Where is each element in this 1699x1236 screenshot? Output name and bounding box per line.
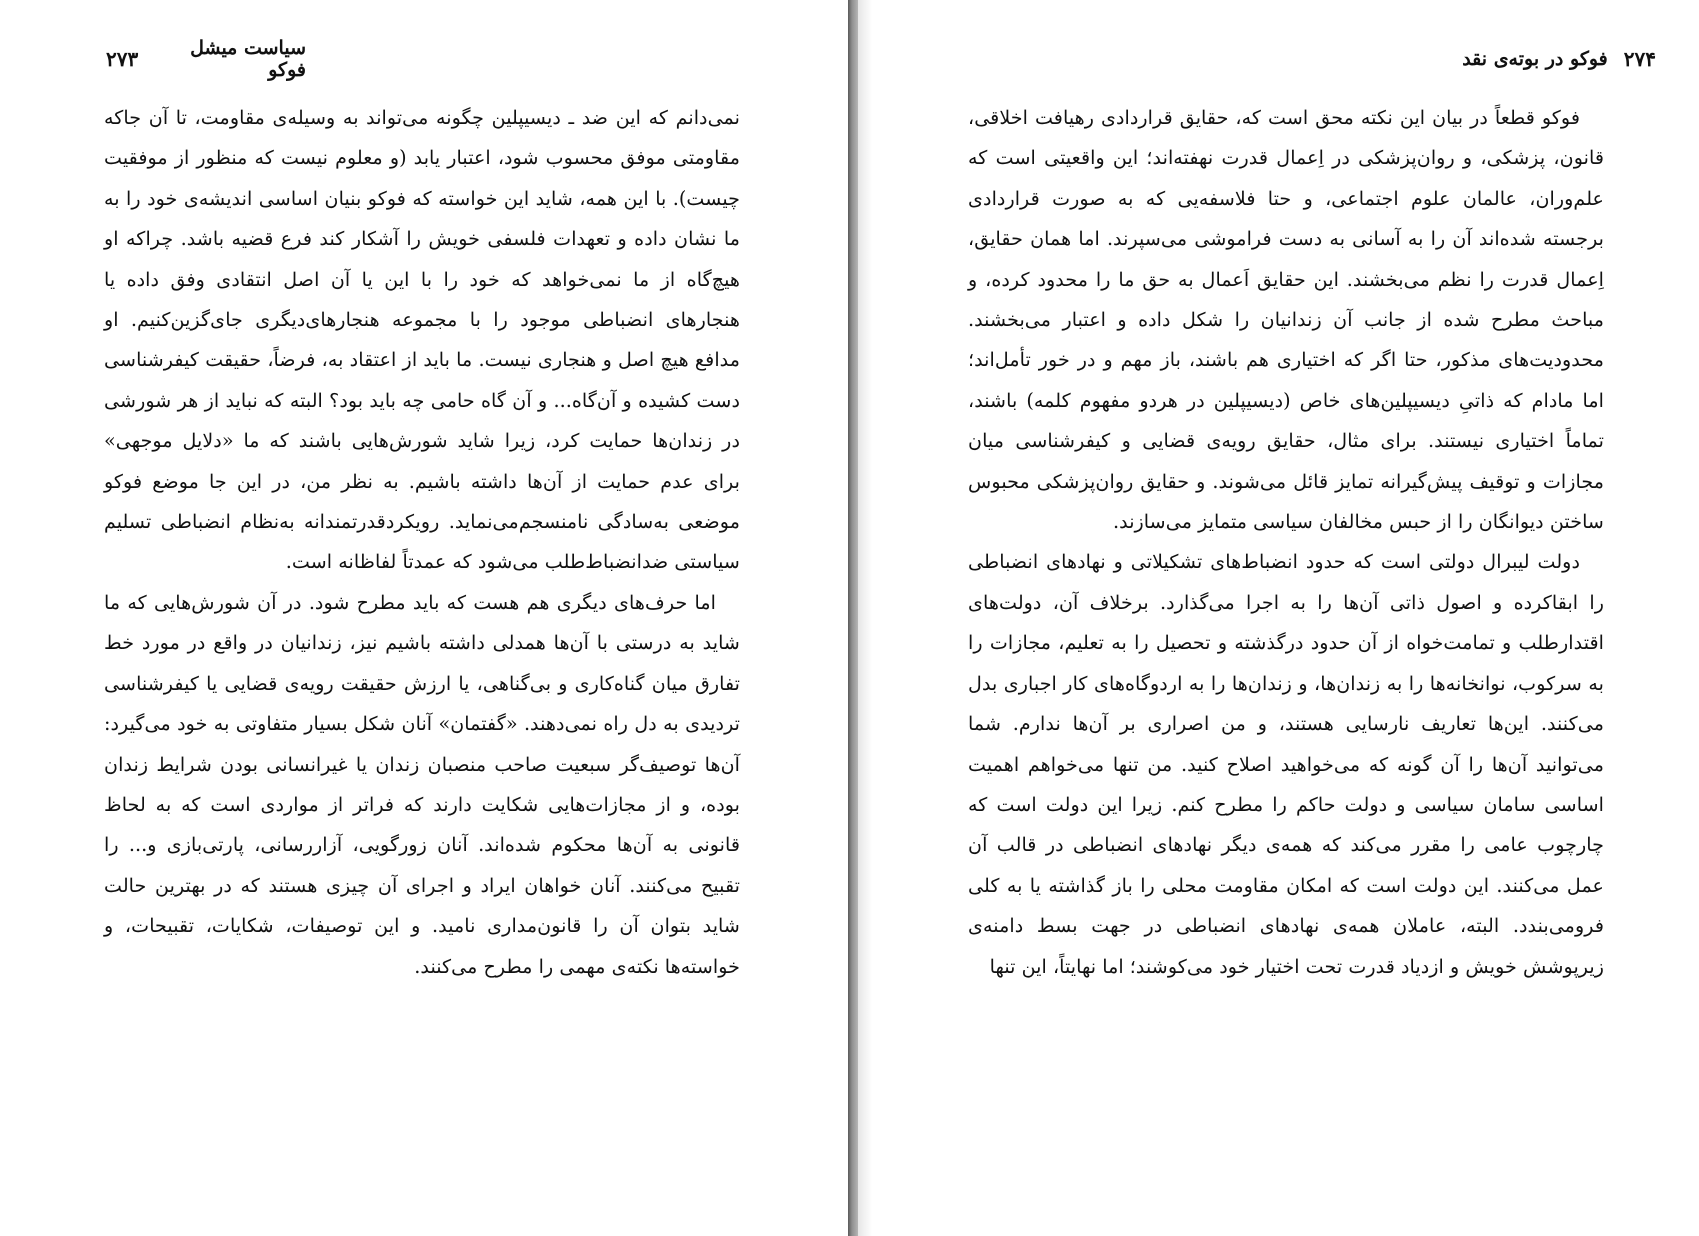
- running-title: سیاست میشل فوکو: [190, 37, 306, 81]
- left-page-header: [106, 37, 306, 81]
- page-number: ۲۷۴: [1623, 47, 1656, 71]
- right-page-header: [1376, 42, 1656, 76]
- right-page: [858, 0, 1699, 1236]
- paragraph: دولت لیبرال دولتی است که حدود انضباط‌های تشکیلاتی و نهادهای انضباطی را ابقاکرده و اصول ذاتی آن‌ها را به اجرا می‌گذارد. برخلاف آن، دولت‌های اقتدارطلب و تمامت‌خواه از آن حدود درگذشته و تحصیل را به تعلیم، مجازات را به سرکوب، نوانخانه‌ها را به زندان‌ها، و زندان‌ها را به اردوگاه‌های کار اجباری بدل می‌کنند. این‌ها تعاریف نارسایی هستند، و من اصراری بر آن‌ها ندارم. شما می‌توانید آن‌ها را آن گونه که می‌خواهید اصلاح کنید. من تنها می‌خواهم اهمیت اساسی سامان سیاسی و دولت حاکم را مطرح کنم. زیرا این دولت است که چارچوب عامی را مقرر می‌کند که همه‌ی دیگر نهادهای انضباطی در قالب آن عمل می‌کنند. این دولت است که امکان مقاومت محلی را باز گذاشته یا به کلی فرومی‌بندد. البته، عاملان همه‌ی نهادهای انضباطی در جهت بسط دامنه‌ی زیرپوشش خویش و ازدیاد قدرت تحت اختیار خود می‌کوشند؛ اما نهایتاً، این تنها: [968, 550, 1604, 978]
- right-page-body: [968, 98, 1604, 987]
- left-page: [0, 0, 848, 1236]
- left-page-body: [104, 98, 740, 987]
- paragraph: فوکو قطعاً در بیان این نکته محق است که، حقایق قراردادی رهیافت اخلاقی، قانون، پزشکی، و روان‌پزشکی در اِعمال قدرت نهفته‌اند؛ این واقعیتی است که علم‌وران، عالمان علوم اجتماعی، و حتا فلاسفه‌یی که به صورت قراردادی برجسته شده‌اند آن را به آسانی به دست فراموشی می‌سپرند. اما همان حقایق، اِعمال قدرت را نظم می‌بخشند. این حقایق اَعمال به حق ما را محدود کرده، و مباحث مطرح شده از جانب آن زندانیان را شکل داده و اعتبار می‌بخشند. محدودیت‌های مذکور، حتا اگر که اختیاری هم باشند، باز مهم و در خور تأمل‌اند؛ اما مادام که ذاتیِ دیسیپلین‌های خاص (دیسیپلین در هردو مفهوم کلمه) باشند، تماماً اختیاری نیستند. برای مثال، حقایق رویه‌ی قضایی و کیفرشناسی میان مجازات و توقیف پیش‌گیرانه تمایز قائل می‌شوند. و حقایق روان‌پزشکی محبوس ساختن دیوانگان را از حبس مخالفان سیاسی متمایز می‌سازند.: [968, 106, 1604, 534]
- running-title: فوکو در بوته‌ی نقد: [1462, 48, 1608, 70]
- page-number: ۲۷۳: [106, 47, 139, 71]
- paragraph: اما حرف‌های دیگری هم هست که باید مطرح شود. در آن شورش‌هایی که ما شاید به درستی با آن‌ها همدلی داشته باشیم نیز، زندانیان در واقع در مورد خط تفارق میان گناه‌کاری و بی‌گناهی، یا ارزش حقیقت رویه‌ی قضایی یا کیفرشناسی تردیدی به دل راه نمی‌دهند. «گفتمان» آنان شکل بسیار متفاوتی به خود می‌گیرد: آن‌ها توصیف‌گر سبعیت صاحب منصبان زندان یا غیرانسانی بودن شرایط زندان بوده، و از مجازات‌هایی شکایت دارند که فراتر از مواردی است که به لحاظ قانونی به آن‌ها محکوم شده‌اند. آنان زورگویی، آزاررسانی، پارتی‌بازی و... را تقبیح می‌کنند. آنان خواهان ایراد و اجرای آن چیزی هستند که در بهترین حالت شاید بتوان آن را قانون‌مداری نامید. و این توصیفات، شکایات، تقبیحات، و خواسته‌ها نکته‌ی مهمی را مطرح می‌کنند.: [104, 590, 740, 978]
- book-spine-gutter: [848, 0, 858, 1236]
- paragraph: نمی‌دانم که این ضد ـ دیسیپلین چگونه می‌تواند به وسیله‌ی مقاومت، تا آن جاکه مقاومتی موفق محسوب شود، اعتبار یابد (و معلوم نیست که منظور از موفقیت چیست). با این همه، شاید این خواسته که فوکو بنیان اساسی اندیشه‌ی خود را به ما نشان داده و تعهدات فلسفی خویش را آشکار کند فرع قضیه باشد. چراکه او هیچ‌گاه از ما نمی‌خواهد که خود را با این یا آن اصل انتقادی وفق داده یا هنجارهای انضباطی موجود را با مجموعه هنجارهای‌دیگری جای‌گزین‌کنیم. او مدافع هیچ اصل و هنجاری نیست. ما باید از اعتقاد به، فرضاً، حقیقت کیفرشناسی دست کشیده و آن‌گاه... و آن گاه حامی چه باید بود؟ البته که نباید از هر شورشی در زندان‌ها حمایت کرد، زیرا شاید شورش‌هایی باشند که ما «دلایل موجهی» برای عدم حمایت از آن‌ها داشته باشیم. به نظر من، در این جا موضع فوکو موضعی به‌سادگی نامنسجم‌می‌نماید. رویکردقدرتمندانه به‌نظام انضباطی تسلیم سیاستی ضدانضباط‌طلب می‌شود که عمدتاً لفاظانه است.: [104, 106, 740, 574]
